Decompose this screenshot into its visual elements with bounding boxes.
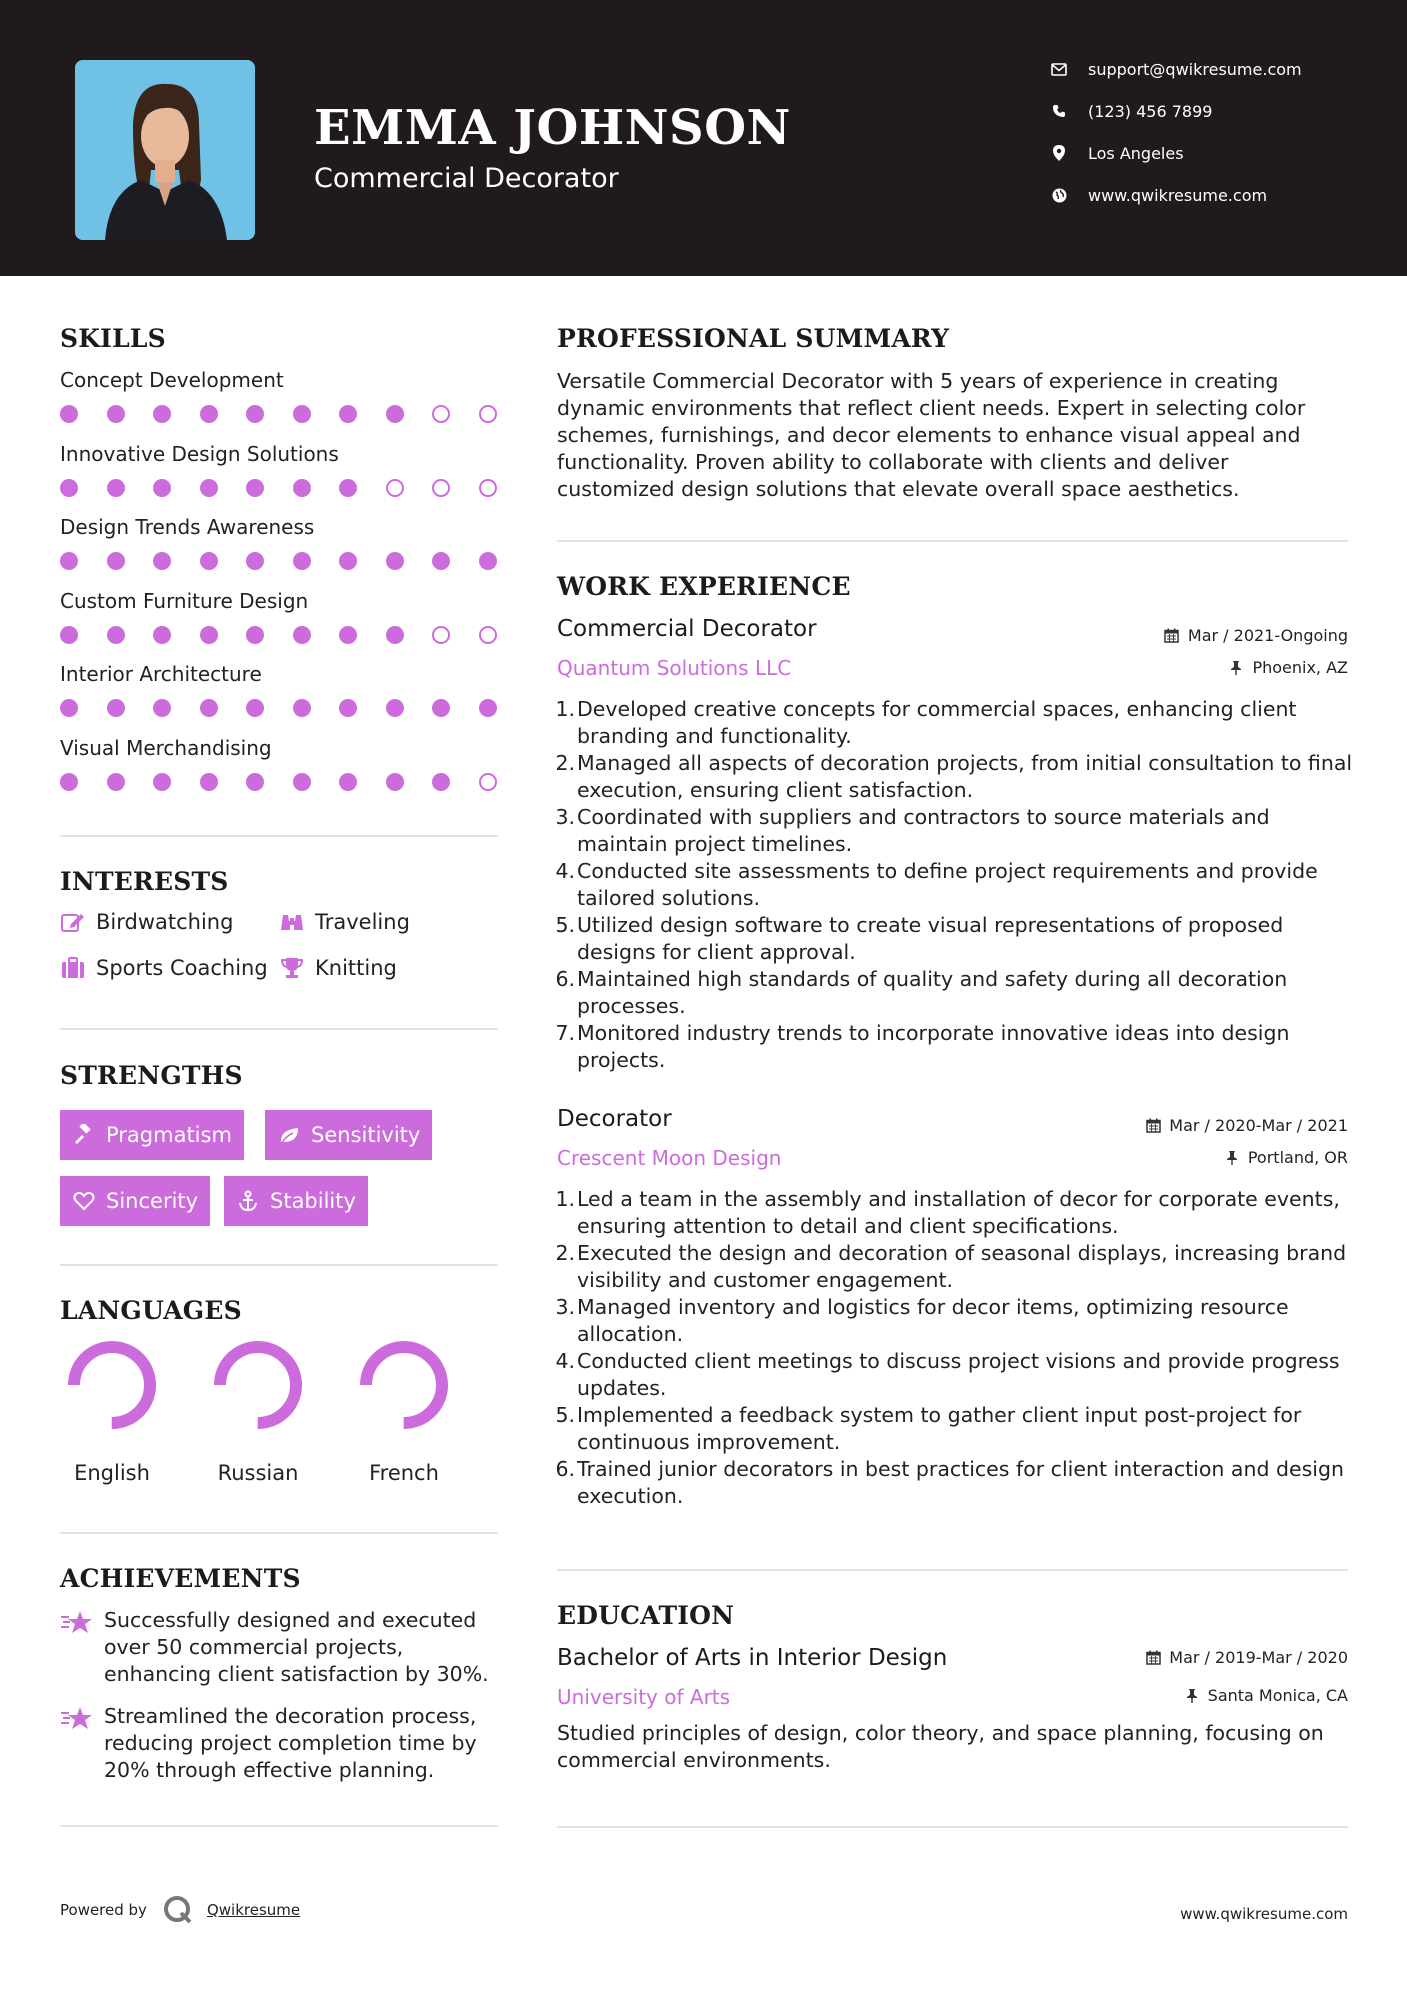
skill-label: Custom Furniture Design (60, 588, 309, 613)
skill-dot-filled (107, 552, 125, 570)
interest-label: Traveling (315, 910, 410, 934)
responsibility-item: 4. Conducted client meetings to discuss project visions and provide progress updates. (555, 1349, 1340, 1400)
shooting-star-icon (60, 1609, 94, 1639)
strength-chip (224, 1176, 368, 1226)
strength-label: Sensitivity (311, 1123, 421, 1147)
education-description: Studied principles of design, color theory, and space planning, focusing on commercial environments. (557, 1721, 1324, 1772)
skill-dot-filled (479, 699, 497, 717)
education-location-text: Santa Monica, CA (1207, 1686, 1348, 1705)
skills-title: SKILLS (60, 324, 166, 353)
skill-dot-filled (246, 405, 264, 423)
resume-header (0, 0, 1407, 276)
responsibility-item: 6. Maintained high standards of quality and safety during all decoration processes. (555, 967, 1288, 1018)
edit-icon (60, 910, 86, 934)
education-dates-text: Mar / 2019-Mar / 2020 (1169, 1648, 1348, 1667)
skill-dot-empty (479, 479, 497, 497)
job-location (1224, 1148, 1348, 1167)
language-arc (366, 1347, 442, 1423)
section-divider (60, 1264, 498, 1266)
calendar-icon (1145, 1118, 1161, 1134)
trophy-icon (279, 956, 305, 980)
candidate-role: Commercial Decorator (314, 163, 619, 194)
skill-dot-filled (200, 626, 218, 644)
education-degree: Bachelor of Arts in Interior Design (557, 1645, 948, 1671)
contact-location (1050, 140, 1395, 166)
education-location (1184, 1686, 1348, 1705)
language-arc (220, 1347, 296, 1423)
achievement-text: Streamlined the decoration process, reducing project completion time by 20% through effective planning. (104, 1704, 477, 1782)
responsibility-item: 2. Executed the design and decoration of seasonal displays, increasing brand visibility and customer engagement. (555, 1241, 1347, 1292)
section-divider (60, 1532, 498, 1534)
language-level-ring (359, 1340, 449, 1430)
skill-dot-filled (386, 626, 404, 644)
skill-dot-filled (293, 405, 311, 423)
job-title: Decorator (557, 1106, 672, 1132)
language-label: English (74, 1461, 150, 1485)
language-arc (74, 1347, 150, 1423)
pushpin-icon (1184, 1688, 1200, 1704)
languages-title: LANGUAGES (60, 1296, 242, 1325)
strength-chip (265, 1110, 432, 1160)
skill-dot-filled (153, 405, 171, 423)
strength-chip (60, 1110, 244, 1160)
responsibility-item: 5. Utilized design software to create visual representations of proposed designs for client approval. (555, 913, 1284, 964)
envelope-icon (1050, 60, 1068, 78)
brand-link[interactable]: Qwikresume (206, 1901, 301, 1919)
interest-item (60, 910, 233, 934)
skill-dot-filled (386, 699, 404, 717)
achievement-item (60, 1607, 500, 1688)
section-divider (557, 1826, 1348, 1828)
skill-dot-filled (339, 552, 357, 570)
contact-phone-text: (123) 456 7899 (1088, 101, 1213, 121)
interest-item (60, 956, 268, 980)
interest-label: Birdwatching (96, 910, 234, 934)
responsibility-item: 6. Trained junior decorators in best practices for client interaction and design execution. (555, 1457, 1344, 1508)
skill-dot-empty (432, 479, 450, 497)
experience-title: WORK EXPERIENCE (557, 572, 851, 601)
skill-dot-filled (153, 552, 171, 570)
education-title: EDUCATION (557, 1601, 735, 1630)
job-company: Quantum Solutions LLC (557, 656, 792, 680)
job-responsibilities (553, 696, 1353, 1074)
skill-dot-filled (60, 405, 78, 423)
skill-dot-empty (432, 405, 450, 423)
education-school: University of Arts (557, 1685, 731, 1709)
skill-label: Design Trends Awareness (60, 515, 315, 539)
interest-label: Sports Coaching (96, 956, 268, 980)
skill-dot-filled (386, 405, 404, 423)
strength-chip (60, 1176, 210, 1226)
responsibility-item: 2. Managed all aspects of decoration projects, from initial consultation to final execution, ensuring client satisfaction. (555, 751, 1353, 802)
skill-dot-filled (293, 699, 311, 717)
contact-email[interactable] (1050, 56, 1395, 82)
binoculars-icon (279, 910, 305, 934)
job-dates-text: Mar / 2020-Mar / 2021 (1169, 1116, 1348, 1135)
skill-label: Interior Architecture (60, 662, 262, 686)
skill-dot-filled (246, 552, 264, 570)
skill-dot-empty (479, 626, 497, 644)
job-dates (1164, 626, 1348, 645)
language-label: Russian (217, 1461, 299, 1485)
language-level-ring (67, 1340, 157, 1430)
skill-dot-filled (60, 626, 78, 644)
job-location-text: Portland, OR (1247, 1148, 1348, 1167)
skill-label: Innovative Design Solutions (60, 441, 339, 466)
skill-dot-filled (339, 699, 357, 717)
pushpin-icon (1228, 660, 1244, 676)
qwikresume-logo-icon (163, 1895, 193, 1925)
skill-dot-filled (107, 699, 125, 717)
strengths-title: STRENGTHS (60, 1061, 243, 1090)
language-level-ring (213, 1340, 303, 1430)
anchor-icon (236, 1189, 260, 1213)
skill-dot-filled (153, 699, 171, 717)
education-dates (1145, 1648, 1348, 1667)
job-location (1228, 658, 1348, 677)
skill-dot-filled (246, 699, 264, 717)
language-label: French (369, 1461, 439, 1485)
globe-icon (1050, 186, 1068, 204)
section-divider (60, 835, 498, 837)
skill-dot-filled (200, 405, 218, 423)
skill-dot-filled (339, 626, 357, 644)
skill-dot-filled (246, 773, 264, 791)
phone-icon (1050, 102, 1068, 120)
footer-powered-by (60, 1895, 300, 1925)
skill-dot-filled (60, 552, 78, 570)
responsibility-item: 3. Managed inventory and logistics for decor items, optimizing resource allocation. (555, 1295, 1289, 1346)
summary-title: PROFESSIONAL SUMMARY (557, 324, 950, 353)
skill-dot-filled (386, 773, 404, 791)
skill-dot-filled (246, 479, 264, 497)
responsibility-item: 7. Monitored industry trends to incorporate innovative ideas into design projects. (555, 1021, 1290, 1072)
contact-location-text: Los Angeles (1088, 143, 1184, 163)
achievement-item (60, 1703, 500, 1784)
skill-dot-filled (200, 699, 218, 717)
summary-text: Versatile Commercial Decorator with 5 years of experience in creating dynamic environments that reflect client needs. Expert in selecting color schemes, furnishings, and decor elements to enhance visual appeal and functionality. Proven ability to collaborate with clients and deliver customized design solutions that elevate overall space aesthetics. (557, 369, 1306, 501)
skill-dot-empty (479, 773, 497, 791)
powered-by-label: Powered by (60, 1901, 147, 1919)
strength-label: Stability (270, 1189, 356, 1213)
gavel-icon (72, 1123, 96, 1147)
job-dates (1145, 1116, 1348, 1135)
section-divider (557, 1569, 1348, 1571)
responsibility-item: 3. Coordinated with suppliers and contractors to source materials and maintain project timelines. (555, 805, 1270, 856)
job-location-text: Phoenix, AZ (1252, 658, 1348, 677)
section-divider (557, 540, 1348, 542)
suitcase-icon (60, 956, 86, 980)
responsibility-item: 4. Conducted site assessments to define project requirements and provide tailored solutions. (555, 859, 1318, 910)
skill-dot-filled (479, 552, 497, 570)
skill-dot-filled (60, 699, 78, 717)
footer-url[interactable]: www.qwikresume.com (1180, 1905, 1348, 1923)
skill-dot-empty (386, 479, 404, 497)
skill-dot-filled (107, 773, 125, 791)
skill-dot-filled (432, 699, 450, 717)
achievements-title: ACHIEVEMENTS (60, 1564, 301, 1593)
contact-phone[interactable] (1050, 98, 1395, 124)
skill-dot-filled (60, 773, 78, 791)
skill-dot-filled (200, 479, 218, 497)
responsibility-item: 5. Implemented a feedback system to gather client input post-project for continuous improvement. (555, 1403, 1302, 1454)
skill-dot-filled (246, 626, 264, 644)
skill-dot-filled (153, 479, 171, 497)
pushpin-icon (1224, 1150, 1240, 1166)
skill-dot-filled (60, 479, 78, 497)
interest-item (279, 956, 397, 980)
achievement-text: Successfully designed and executed over 50 commercial projects, enhancing client satisfaction by 30%. (104, 1608, 489, 1686)
skill-dot-filled (293, 479, 311, 497)
skill-dot-filled (200, 552, 218, 570)
skill-dot-filled (432, 552, 450, 570)
profile-photo (75, 60, 255, 240)
skill-dot-filled (107, 479, 125, 497)
skill-dot-filled (200, 773, 218, 791)
job-title: Commercial Decorator (557, 616, 817, 642)
skill-dot-filled (107, 626, 125, 644)
shooting-star-icon (60, 1705, 94, 1735)
contact-website[interactable] (1050, 182, 1395, 208)
strength-label: Sincerity (106, 1189, 199, 1213)
skill-dot-filled (293, 552, 311, 570)
job-dates-text: Mar / 2021-Ongoing (1187, 626, 1348, 645)
skill-dot-filled (339, 479, 357, 497)
skill-dot-filled (293, 626, 311, 644)
skill-dot-filled (386, 552, 404, 570)
interests-title: INTERESTS (60, 867, 229, 896)
candidate-name: EMMA JOHNSON (314, 100, 791, 156)
responsibility-item: 1. Developed creative concepts for commercial spaces, enhancing client branding and functionality. (555, 697, 1297, 748)
skill-dot-filled (293, 773, 311, 791)
skill-dot-empty (479, 405, 497, 423)
skill-dot-filled (107, 405, 125, 423)
section-divider (60, 1825, 498, 1827)
skill-dot-empty (432, 626, 450, 644)
skill-label: Concept Development (60, 368, 284, 392)
skill-dot-filled (339, 773, 357, 791)
interest-item (279, 910, 410, 934)
skill-label: Visual Merchandising (60, 735, 272, 760)
leaf-icon (277, 1123, 301, 1147)
interest-label: Knitting (315, 956, 397, 980)
job-responsibilities (553, 1186, 1353, 1510)
calendar-icon (1164, 628, 1180, 644)
job-company: Crescent Moon Design (557, 1146, 782, 1170)
strength-label: Pragmatism (106, 1123, 232, 1147)
location-pin-icon (1050, 144, 1068, 162)
calendar-icon (1145, 1650, 1161, 1666)
contact-email-text: support@qwikresume.com (1088, 59, 1302, 79)
section-divider (60, 1028, 498, 1030)
skill-dot-filled (432, 773, 450, 791)
skill-dot-filled (339, 405, 357, 423)
contact-website-text: www.qwikresume.com (1088, 185, 1268, 205)
responsibility-item: 1. Led a team in the assembly and installation of decor for corporate events, ensuring attention to detail and client specifications. (555, 1187, 1340, 1238)
skill-dot-filled (153, 626, 171, 644)
skill-dot-filled (153, 773, 171, 791)
heart-icon (72, 1189, 96, 1213)
